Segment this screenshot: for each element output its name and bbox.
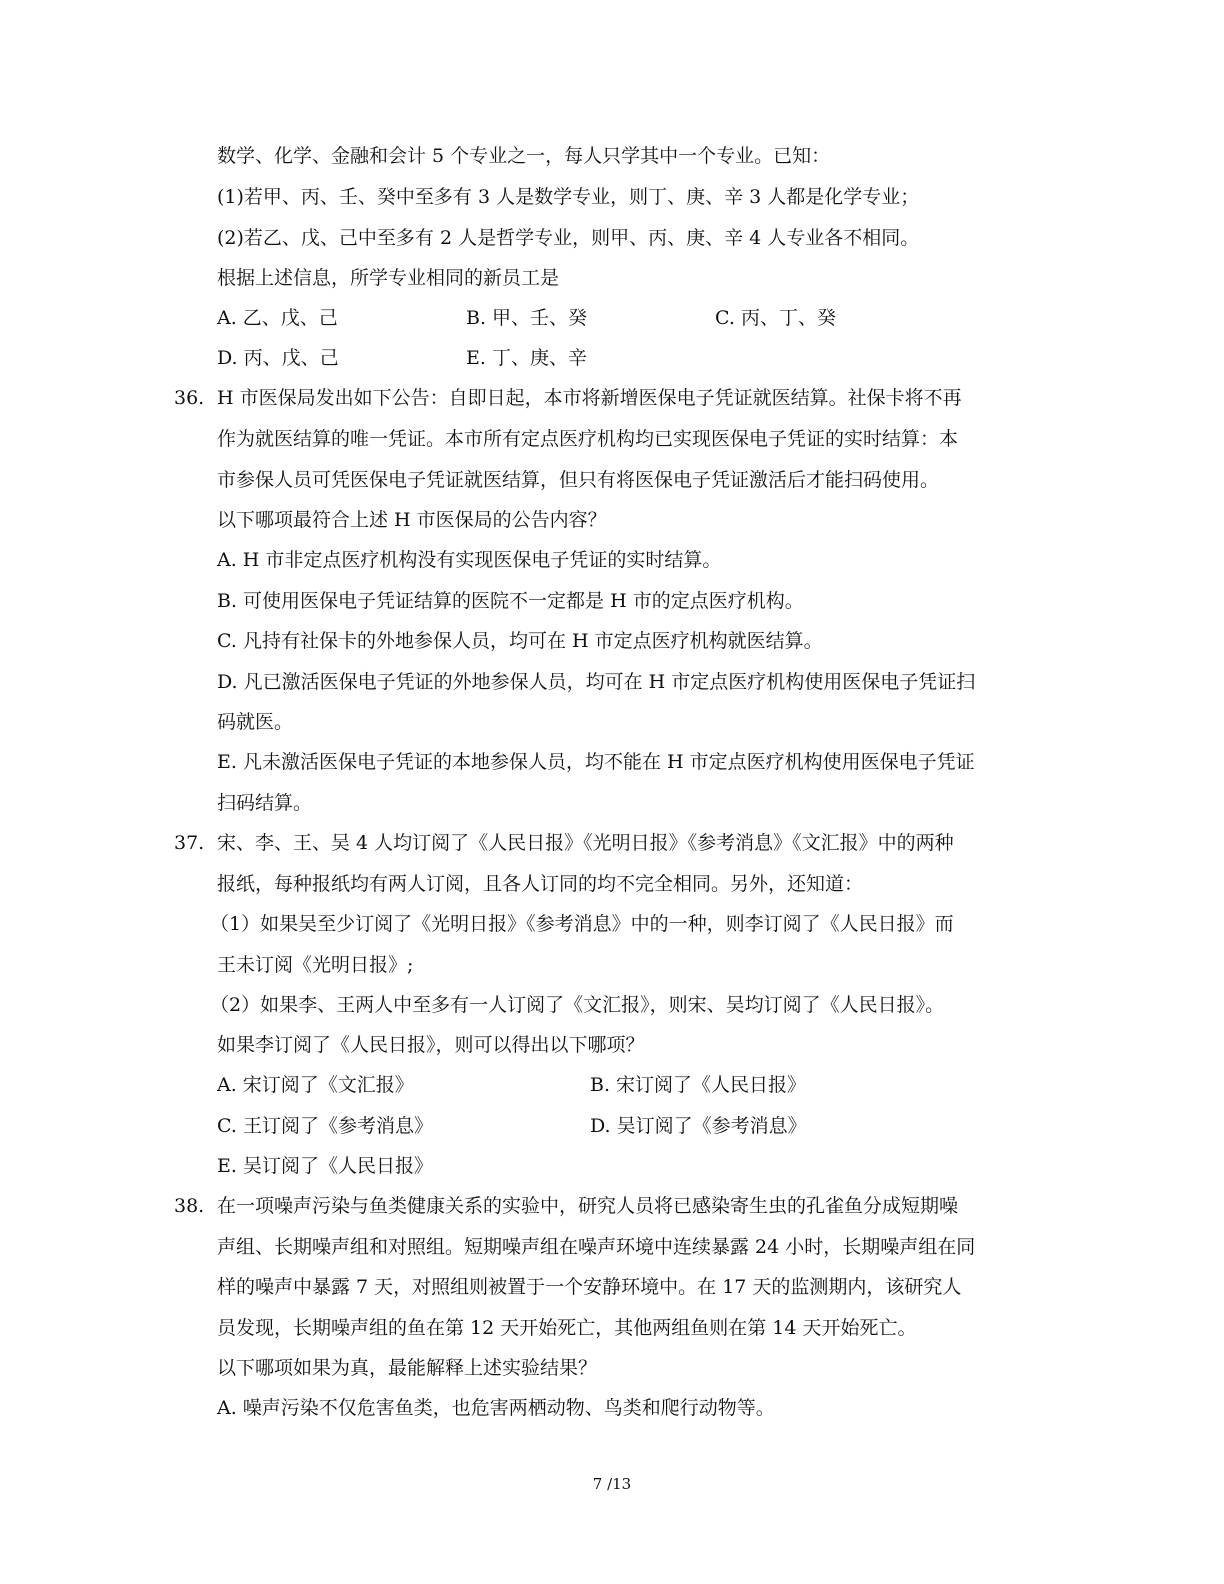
q38-stem-line-4: 员发现，长期噪声组的鱼在第 12 天开始死亡，其他两组鱼则在第 14 天开始死亡。 bbox=[217, 1317, 917, 1339]
q35-condition-1: (1)若甲、丙、壬、癸中至多有 3 人是数学专业，则丁、庚、辛 3 人都是化学专业； bbox=[217, 186, 920, 208]
q36-stem-line-2: 作为就医结算的唯一凭证。本市所有定点医疗机构均已实现医保电子凭证的实时结算：本 bbox=[217, 428, 959, 450]
q36-option-b: B. 可使用医保电子凭证结算的医院不一定都是 H 市的定点医疗机构。 bbox=[217, 590, 804, 612]
q36-option-d: D. 凡已激活医保电子凭证的外地参保人员，均可在 H 市定点医疗机构使用医保电子凭证扫 bbox=[217, 671, 976, 693]
q37-stem-line-2: 报纸，每种报纸均有两人订阅，且各人订同的均不完全相同。另外，还知道： bbox=[217, 873, 864, 895]
q37-option-b: B. 宋订阅了《人民日报》 bbox=[590, 1074, 807, 1096]
q36-option-d-continuation: 码就医。 bbox=[217, 711, 294, 733]
q38-option-a: A. 噪声污染不仅危害鱼类，也危害两栖动物、鸟类和爬行动物等。 bbox=[217, 1397, 775, 1419]
q36-option-a: A. H 市非定点医疗机构没有实现医保电子凭证的实时结算。 bbox=[217, 549, 722, 571]
q38-stem-line-3: 样的噪声中暴露 7 天，对照组则被置于一个安静环境中。在 17 天的监测期内，该研究人 bbox=[217, 1276, 962, 1298]
q36-option-e: E. 凡未激活医保电子凭证的本地参保人员，均不能在 H 市定点医疗机构使用医保电子凭证 bbox=[217, 751, 975, 773]
q36-option-e-continuation: 扫码结算。 bbox=[217, 792, 313, 814]
q36-stem-line-1: H 市医保局发出如下公告：自即日起，本市将新增医保电子凭证就医结算。社保卡将不再 bbox=[217, 387, 962, 409]
q37-number: 37. bbox=[174, 832, 205, 854]
page-number: 7 /13 bbox=[592, 1475, 632, 1493]
q35-option-d: D. 丙、戊、己 bbox=[217, 347, 339, 369]
q36-option-c: C. 凡持有社保卡的外地参保人员，均可在 H 市定点医疗机构就医结算。 bbox=[217, 630, 823, 652]
q36-question: 以下哪项最符合上述 H 市医保局的公告内容？ bbox=[217, 509, 607, 531]
q35-option-c: C. 丙、丁、癸 bbox=[715, 307, 836, 329]
q37-option-d: D. 吴订阅了《参考消息》 bbox=[590, 1115, 807, 1137]
q37-condition-1: （1）如果吴至少订阅了《光明日报》《参考消息》中的一种，则李订阅了《人民日报》而 bbox=[210, 913, 954, 935]
q37-condition-2: （2）如果李、王两人中至多有一人订阅了《文汇报》，则宋、吴均订阅了《人民日报》。 bbox=[210, 994, 945, 1016]
q35-option-a: A. 乙、戊、己 bbox=[217, 307, 338, 329]
q38-stem-line-1: 在一项噪声污染与鱼类健康关系的实验中，研究人员将已感染寄生虫的孔雀鱼分成短期噪 bbox=[217, 1195, 959, 1217]
q35-option-e: E. 丁、庚、辛 bbox=[466, 347, 587, 369]
q37-condition-1-continuation: 王未订阅《光明日报》; bbox=[217, 954, 414, 976]
q35-option-b: B. 甲、壬、癸 bbox=[466, 307, 588, 329]
q38-number: 38. bbox=[174, 1195, 205, 1217]
q36-number: 36. bbox=[174, 387, 205, 409]
q35-stem-continuation: 数学、化学、金融和会计 5 个专业之一，每人只学其中一个专业。已知： bbox=[217, 145, 831, 167]
q37-option-a: A. 宋订阅了《文汇报》 bbox=[217, 1074, 414, 1096]
q37-stem-line-1: 宋、李、王、吴 4 人均订阅了《人民日报》《光明日报》《参考消息》《文汇报》中的两种 bbox=[217, 832, 954, 854]
q35-question: 根据上述信息，所学专业相同的新员工是 bbox=[217, 267, 560, 289]
q37-option-e: E. 吴订阅了《人民日报》 bbox=[217, 1155, 433, 1177]
q37-option-c: C. 王订阅了《参考消息》 bbox=[217, 1115, 433, 1137]
q38-stem-line-2: 声组、长期噪声组和对照组。短期噪声组在噪声环境中连续暴露 24 小时，长期噪声组在同 bbox=[217, 1236, 976, 1258]
q38-question: 以下哪项如果为真，最能解释上述实验结果？ bbox=[217, 1357, 598, 1379]
q36-stem-line-3: 市参保人员可凭医保电子凭证就医结算，但只有将医保电子凭证激活后才能扫码使用。 bbox=[217, 469, 940, 491]
q35-condition-2: (2)若乙、戊、己中至多有 2 人是哲学专业，则甲、丙、庚、辛 4 人专业各不相同。 bbox=[217, 227, 920, 249]
q37-question: 如果李订阅了《人民日报》，则可以得出以下哪项？ bbox=[217, 1034, 645, 1056]
